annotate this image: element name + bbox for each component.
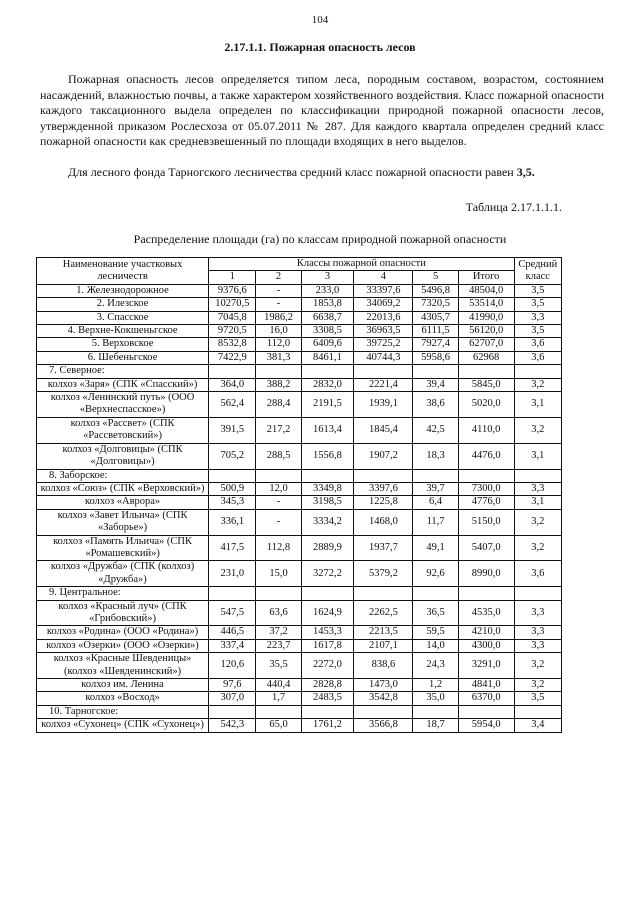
cell-c5 <box>413 705 458 718</box>
cell-c3: 1453,3 <box>301 626 354 639</box>
cell-c3: 3272,2 <box>301 561 354 587</box>
cell-c3: 3198,5 <box>301 496 354 509</box>
cell-avg <box>514 469 561 482</box>
cell-c2: 1986,2 <box>256 311 301 324</box>
cell-c3: 1556,8 <box>301 443 354 469</box>
table-row <box>37 378 562 391</box>
cell-c4 <box>354 469 413 482</box>
cell-c5: 6,4 <box>413 496 458 509</box>
cell-c4: 2262,5 <box>354 600 413 626</box>
cell-avg: 3,2 <box>514 417 561 443</box>
cell-total: 41990,0 <box>458 311 514 324</box>
cell-avg: 3,2 <box>514 509 561 535</box>
header-class-1: 1 <box>209 271 256 284</box>
cell-avg: 3,5 <box>514 325 561 338</box>
cell-c1: 307,0 <box>209 692 256 705</box>
cell-c4: 3566,8 <box>354 719 413 732</box>
cell-c2: 1,7 <box>256 692 301 705</box>
header-class-5: 5 <box>413 271 458 284</box>
cell-c3: 6409,6 <box>301 338 354 351</box>
cell-total: 5954,0 <box>458 719 514 732</box>
table-row <box>37 284 562 297</box>
cell-total: 4535,0 <box>458 600 514 626</box>
cell-c5: 14,0 <box>413 639 458 652</box>
cell-c2: 223,7 <box>256 639 301 652</box>
cell-c2: 65,0 <box>256 719 301 732</box>
cell-c4 <box>354 705 413 718</box>
cell-c3: 1624,9 <box>301 600 354 626</box>
cell-c3: 2272,0 <box>301 653 354 679</box>
forestry-name: 3. Спасское <box>37 311 209 324</box>
cell-total: 5150,0 <box>458 509 514 535</box>
cell-c2: 63,6 <box>256 600 301 626</box>
cell-avg <box>514 365 561 378</box>
table-body <box>37 284 562 732</box>
cell-total <box>458 705 514 718</box>
cell-c4: 1845,4 <box>354 417 413 443</box>
cell-avg: 3,5 <box>514 284 561 297</box>
table-row <box>37 509 562 535</box>
cell-c1: 446,5 <box>209 626 256 639</box>
cell-c2: 381,3 <box>256 351 301 364</box>
cell-avg: 3,5 <box>514 298 561 311</box>
table-row <box>37 443 562 469</box>
cell-c5: 4305,7 <box>413 311 458 324</box>
header-class-4: 4 <box>354 271 413 284</box>
cell-c5: 1,2 <box>413 679 458 692</box>
cell-c2: 440,4 <box>256 679 301 692</box>
cell-c1: 231,0 <box>209 561 256 587</box>
cell-c4: 36963,5 <box>354 325 413 338</box>
cell-total: 4841,0 <box>458 679 514 692</box>
cell-c1: 9376,6 <box>209 284 256 297</box>
forestry-name: колхоз «Родина» (ООО «Родина») <box>37 626 209 639</box>
cell-c3 <box>301 705 354 718</box>
cell-c2: - <box>256 284 301 297</box>
cell-avg <box>514 587 561 600</box>
cell-c2: 37,2 <box>256 626 301 639</box>
forestry-name: колхоз «Рассвет» (СПК «Рассветовский») <box>37 417 209 443</box>
cell-c1: 120,6 <box>209 653 256 679</box>
group-row <box>37 469 562 482</box>
cell-c4: 2107,1 <box>354 639 413 652</box>
forestry-name: колхоз «Красный луч» (СПК «Грибовский») <box>37 600 209 626</box>
cell-c3: 2191,5 <box>301 392 354 418</box>
cell-total: 7300,0 <box>458 482 514 495</box>
cell-avg: 3,1 <box>514 496 561 509</box>
group-row <box>37 587 562 600</box>
cell-total <box>458 365 514 378</box>
section-title: 2.17.1.1. Пожарная опасность лесов <box>224 40 416 54</box>
cell-avg: 3,1 <box>514 392 561 418</box>
forestry-name: колхоз «Аврора» <box>37 496 209 509</box>
cell-c2 <box>256 587 301 600</box>
cell-c4: 1939,1 <box>354 392 413 418</box>
cell-c3: 8461,1 <box>301 351 354 364</box>
cell-c1: 547,5 <box>209 600 256 626</box>
group-row <box>37 705 562 718</box>
cell-total: 4300,0 <box>458 639 514 652</box>
group-name: 9. Центральное: <box>37 587 209 600</box>
cell-total: 48504,0 <box>458 284 514 297</box>
cell-c2: 112,8 <box>256 535 301 561</box>
cell-c2: 16,0 <box>256 325 301 338</box>
header-fire-classes: Классы пожарной опасности <box>209 258 514 271</box>
cell-c3: 1853,8 <box>301 298 354 311</box>
paragraph-average-class-text: Для лесного фонда Тарногского лесничества средний класс пожарной опасности равен <box>68 165 514 179</box>
cell-c4: 1907,2 <box>354 443 413 469</box>
cell-avg: 3,3 <box>514 482 561 495</box>
cell-c1: 7422,9 <box>209 351 256 364</box>
cell-c4: 1473,0 <box>354 679 413 692</box>
cell-c5: 49,1 <box>413 535 458 561</box>
cell-c4: 33397,6 <box>354 284 413 297</box>
table-row <box>37 325 562 338</box>
forestry-name: 4. Верхне-Кокшеньгское <box>37 325 209 338</box>
cell-c3: 3334,2 <box>301 509 354 535</box>
cell-c3: 2832,0 <box>301 378 354 391</box>
cell-c4: 5379,2 <box>354 561 413 587</box>
header-class-3: 3 <box>301 271 354 284</box>
cell-c5: 92,6 <box>413 561 458 587</box>
paragraph-average-class <box>40 165 604 181</box>
forestry-name: 2. Илезское <box>37 298 209 311</box>
cell-total: 62968 <box>458 351 514 364</box>
cell-c2: 112,0 <box>256 338 301 351</box>
cell-c4: 1225,8 <box>354 496 413 509</box>
cell-avg: 3,1 <box>514 443 561 469</box>
cell-total: 56120,0 <box>458 325 514 338</box>
forestry-name: колхоз «Долговицы» (СПК «Долговицы») <box>37 443 209 469</box>
cell-avg: 3,2 <box>514 378 561 391</box>
cell-c2 <box>256 705 301 718</box>
cell-c1 <box>209 469 256 482</box>
cell-c3: 2828,8 <box>301 679 354 692</box>
cell-c2: 288,5 <box>256 443 301 469</box>
cell-c5: 11,7 <box>413 509 458 535</box>
cell-total: 4110,0 <box>458 417 514 443</box>
forestry-name: колхоз «Ленинский путь» (ООО «Верхнеспасское») <box>37 392 209 418</box>
table-row <box>37 417 562 443</box>
cell-avg <box>514 705 561 718</box>
cell-avg: 3,2 <box>514 535 561 561</box>
forestry-name: колхоз «Озерки» (ООО «Озерки») <box>37 639 209 652</box>
cell-c5: 35,0 <box>413 692 458 705</box>
cell-c5: 59,5 <box>413 626 458 639</box>
cell-avg: 3,3 <box>514 311 561 324</box>
cell-c2: 12,0 <box>256 482 301 495</box>
cell-c3: 6638,7 <box>301 311 354 324</box>
cell-c4: 34069,2 <box>354 298 413 311</box>
cell-total <box>458 469 514 482</box>
cell-avg: 3,6 <box>514 351 561 364</box>
cell-c1: 391,5 <box>209 417 256 443</box>
cell-c4: 1937,7 <box>354 535 413 561</box>
cell-c5: 39,4 <box>413 378 458 391</box>
cell-total: 8990,0 <box>458 561 514 587</box>
cell-c3: 1613,4 <box>301 417 354 443</box>
cell-c4 <box>354 365 413 378</box>
cell-c2: - <box>256 496 301 509</box>
table-label: Таблица 2.17.1.1.1. <box>465 200 562 214</box>
cell-c3: 233,0 <box>301 284 354 297</box>
cell-c2: 35,5 <box>256 653 301 679</box>
cell-c5 <box>413 365 458 378</box>
cell-c3 <box>301 587 354 600</box>
cell-c5: 39,7 <box>413 482 458 495</box>
header-total: Итого <box>458 271 514 284</box>
cell-avg: 3,3 <box>514 639 561 652</box>
cell-c5 <box>413 587 458 600</box>
cell-c4: 838,6 <box>354 653 413 679</box>
cell-c5: 24,3 <box>413 653 458 679</box>
cell-c4: 1468,0 <box>354 509 413 535</box>
cell-total: 3291,0 <box>458 653 514 679</box>
cell-c4: 2221,4 <box>354 378 413 391</box>
cell-c5: 7320,5 <box>413 298 458 311</box>
cell-c1 <box>209 705 256 718</box>
cell-c1: 97,6 <box>209 679 256 692</box>
cell-avg: 3,2 <box>514 679 561 692</box>
cell-c2 <box>256 365 301 378</box>
cell-c1: 542,3 <box>209 719 256 732</box>
cell-c5: 7927,4 <box>413 338 458 351</box>
table-row <box>37 298 562 311</box>
cell-c5: 6111,5 <box>413 325 458 338</box>
cell-total: 4776,0 <box>458 496 514 509</box>
page-number: 104 <box>311 14 329 26</box>
cell-c1: 337,4 <box>209 639 256 652</box>
table-caption: Распределение площади (га) по классам природной пожарной опасности <box>133 232 507 246</box>
cell-c5: 42,5 <box>413 417 458 443</box>
group-name: 8. Заборское: <box>37 469 209 482</box>
forestry-name: колхоз «Красные Шевденицы» (колхоз «Шевденинский») <box>37 653 209 679</box>
table-row <box>37 719 562 732</box>
cell-c4: 2213,5 <box>354 626 413 639</box>
cell-total: 5020,0 <box>458 392 514 418</box>
cell-c1: 500,9 <box>209 482 256 495</box>
cell-c1: 562,4 <box>209 392 256 418</box>
forestry-name: колхоз им. Ленина <box>37 679 209 692</box>
group-row <box>37 365 562 378</box>
table-row <box>37 600 562 626</box>
cell-c3: 2483,5 <box>301 692 354 705</box>
forestry-name: колхоз «Сухонец» (СПК «Сухонец») <box>37 719 209 732</box>
cell-avg: 3,4 <box>514 719 561 732</box>
paragraph-fire-danger: Пожарная опасность лесов определяется типом леса, породным составом, возрастом, состоянием насаждений, влажностью почвы, а также характером хозяйственного воздействия. Класс пожарной опасности каждого таксационного выдела определен по классификации природной пожарной опасности лесов, утвержденной приказом Рослесхоза от 05.07.2011 № 287. Для каждого квартала определен средний класс пожарной опасности как средневзвешенный по площади входящих в него выделов. <box>40 72 604 149</box>
header-average-class: Средний класс <box>514 258 561 285</box>
cell-c2 <box>256 469 301 482</box>
cell-c5: 5958,6 <box>413 351 458 364</box>
cell-c3: 1617,8 <box>301 639 354 652</box>
table-row <box>37 311 562 324</box>
cell-total <box>458 587 514 600</box>
forestry-name: колхоз «Восход» <box>37 692 209 705</box>
cell-c1: 9720,5 <box>209 325 256 338</box>
cell-c5: 38,6 <box>413 392 458 418</box>
cell-avg: 3,6 <box>514 338 561 351</box>
group-name: 10. Тарногское: <box>37 705 209 718</box>
cell-c3: 3308,5 <box>301 325 354 338</box>
forestry-name: колхоз «Память Ильича» (СПК «Ромашевский») <box>37 535 209 561</box>
cell-c4: 40744,3 <box>354 351 413 364</box>
cell-avg: 3,2 <box>514 653 561 679</box>
header-class-2: 2 <box>256 271 301 284</box>
table-row <box>37 338 562 351</box>
cell-c1 <box>209 587 256 600</box>
cell-c1: 705,2 <box>209 443 256 469</box>
forestry-name: 1. Железнодорожное <box>37 284 209 297</box>
cell-c2: 217,2 <box>256 417 301 443</box>
table-row <box>37 482 562 495</box>
cell-c1: 10270,5 <box>209 298 256 311</box>
cell-c5: 18,3 <box>413 443 458 469</box>
table-row <box>37 639 562 652</box>
cell-c5: 36,5 <box>413 600 458 626</box>
cell-c5 <box>413 469 458 482</box>
cell-c2: 288,4 <box>256 392 301 418</box>
table-row <box>37 692 562 705</box>
header-forestry-name: Наименование участковых лесничеств <box>37 258 209 285</box>
average-class-value: 3,5. <box>516 165 535 179</box>
cell-c3 <box>301 365 354 378</box>
cell-c1: 345,3 <box>209 496 256 509</box>
cell-c2: - <box>256 298 301 311</box>
forestry-name: 5. Верховское <box>37 338 209 351</box>
cell-c3 <box>301 469 354 482</box>
forestry-name: колхоз «Завет Ильича» (СПК «Заборье») <box>37 509 209 535</box>
table-row <box>37 535 562 561</box>
cell-total: 5845,0 <box>458 378 514 391</box>
table-row <box>37 561 562 587</box>
forestry-name: колхоз «Заря» (СПК «Спасский») <box>37 378 209 391</box>
table-row <box>37 351 562 364</box>
table-row <box>37 392 562 418</box>
cell-c1: 336,1 <box>209 509 256 535</box>
fire-class-table <box>36 257 562 733</box>
table-row <box>37 679 562 692</box>
cell-c2: 15,0 <box>256 561 301 587</box>
cell-c1: 364,0 <box>209 378 256 391</box>
cell-c5: 18,7 <box>413 719 458 732</box>
cell-c4: 3397,6 <box>354 482 413 495</box>
cell-total: 6370,0 <box>458 692 514 705</box>
cell-c2: - <box>256 509 301 535</box>
table-row <box>37 653 562 679</box>
cell-c5: 5496,8 <box>413 284 458 297</box>
cell-c4: 22013,6 <box>354 311 413 324</box>
cell-c1: 8532,8 <box>209 338 256 351</box>
cell-total: 4210,0 <box>458 626 514 639</box>
cell-c4 <box>354 587 413 600</box>
cell-c1 <box>209 365 256 378</box>
cell-c3: 3349,8 <box>301 482 354 495</box>
cell-c1: 7045,8 <box>209 311 256 324</box>
cell-avg: 3,3 <box>514 600 561 626</box>
cell-avg: 3,3 <box>514 626 561 639</box>
cell-avg: 3,5 <box>514 692 561 705</box>
forestry-name: колхоз «Дружба» (СПК (колхоз) «Дружба») <box>37 561 209 587</box>
cell-total: 4476,0 <box>458 443 514 469</box>
cell-total: 5407,0 <box>458 535 514 561</box>
cell-c4: 3542,8 <box>354 692 413 705</box>
cell-avg: 3,6 <box>514 561 561 587</box>
cell-total: 62707,0 <box>458 338 514 351</box>
cell-c4: 39725,2 <box>354 338 413 351</box>
table-row <box>37 496 562 509</box>
forestry-name: 6. Шебеньгское <box>37 351 209 364</box>
forestry-name: колхоз «Союз» (СПК «Верховский») <box>37 482 209 495</box>
cell-total: 53514,0 <box>458 298 514 311</box>
cell-c3: 2889,9 <box>301 535 354 561</box>
cell-c3: 1761,2 <box>301 719 354 732</box>
cell-c1: 417,5 <box>209 535 256 561</box>
table-row <box>37 626 562 639</box>
cell-c2: 388,2 <box>256 378 301 391</box>
group-name: 7. Северное: <box>37 365 209 378</box>
